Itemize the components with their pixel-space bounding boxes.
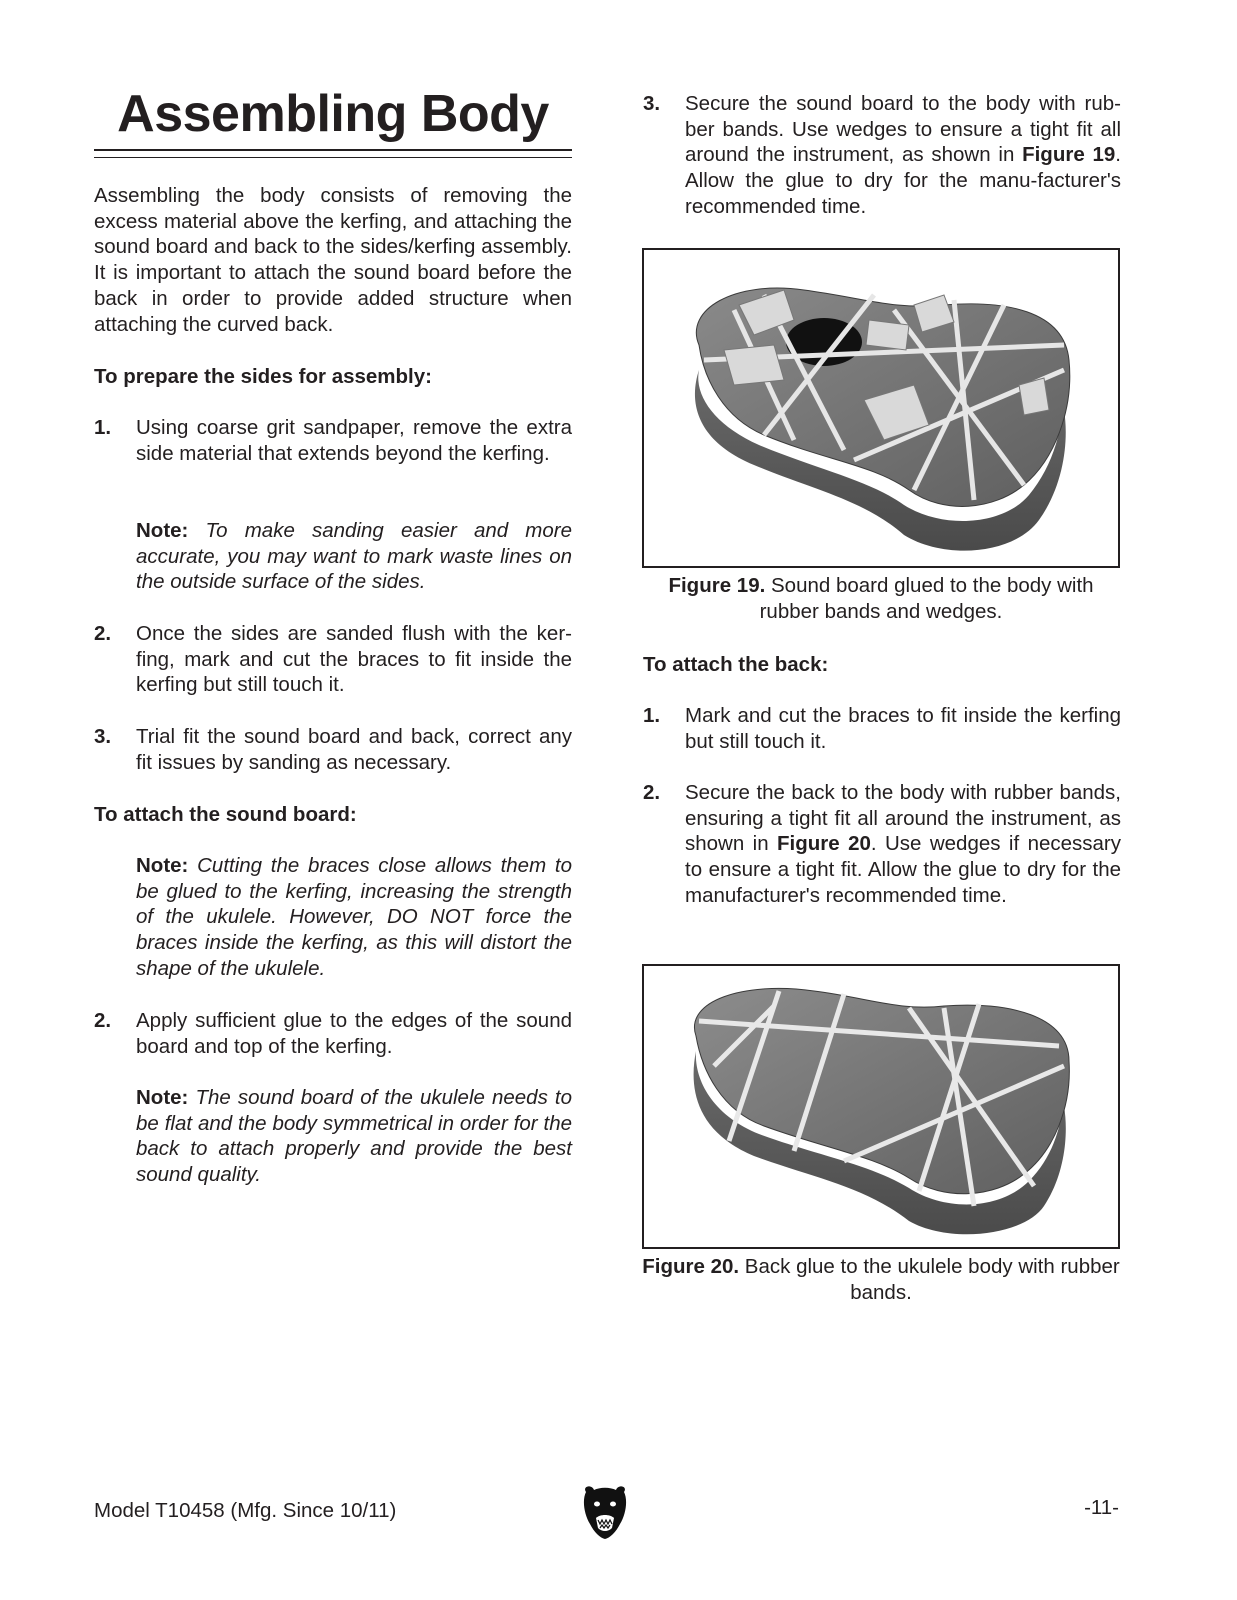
caption-text: Back glue to the ukulele body with rubber bands. [744,1255,1120,1304]
prepare-step-2 [94,621,572,699]
figure-20-caption [642,1254,1120,1305]
soundboard-note-2 [136,1085,572,1188]
back-heading: To attach the back: [643,653,829,676]
note-label: Note: [136,854,189,877]
step-number: 3. [94,725,112,748]
step-number: 2. [94,622,112,645]
step-text-part: Secure the sound board to the body with rub-ber bands. Use wedges to ensure a tight fit all around the instrument, as shown in [685,92,1121,167]
step-text-part: . Allow the glue to dry for the manu-facturer's recommended time. [685,143,1121,218]
soundboard-heading: To attach the sound board: [94,803,357,826]
step-number: 1. [94,416,112,439]
figure-label: Figure 19. [668,574,766,597]
step-text [685,780,1121,909]
step-text: Using coarse grit sandpaper, remove the extra side material that extends beyond the kerfing. [136,416,572,465]
ukulele-back-illustration [644,966,1118,1247]
note-label: Note: [136,1086,189,1109]
note-label: Note: [136,519,189,542]
step-text: Mark and cut the braces to fit inside the kerfing but still touch it. [685,704,1121,753]
note-text: To make sanding easier and more accurate, you may want to mark waste lines on the outside surface of the sides. [136,519,573,594]
note-text: Cutting the braces close allows them to be glued to the kerfing, increasing the strength of the ukulele. However, DO NOT force the braces inside the kerfing, as this will distort the shape of the ukulele. [136,854,572,980]
caption-text: Sound board glued to the body with rubber bands and wedges. [759,574,1094,623]
figure-19-image [642,248,1120,568]
step-number: 2. [94,1009,112,1032]
prepare-note [136,518,572,595]
footer-model: Model T10458 (Mfg. Since 10/11) [94,1499,397,1522]
bear-logo [580,1484,630,1540]
page-number: -11- [1084,1496,1119,1519]
soundboard-note-1 [136,853,572,982]
figure-label: Figure 20. [642,1255,740,1278]
step-text: Apply sufficient glue to the edges of the sound board and top of the kerfing. [136,1009,572,1058]
step-text: Once the sides are sanded flush with the ker-fing, mark and cut the braces to fit inside the kerfing but still touch it. [136,622,572,697]
step-number: 1. [643,704,661,727]
step-number: 2. [643,781,661,804]
step-text-part: Secure the back to the body with rubber bands, ensuring a tight fit all around the instrument, as shown in [685,781,1121,856]
back-step-2 [643,780,1121,936]
soundboard-step-2 [94,1008,572,1060]
step-text: Trial fit the sound board and back, correct any fit issues by sanding as necessary. [136,725,572,774]
step-text-part: . Use wedges if necessary to ensure a tight fit. Allow the glue to dry for the manufacturer's recommended time. [685,832,1122,907]
figure-reference: Figure 20 [777,832,871,856]
prepare-heading: To prepare the sides for assembly: [94,365,432,388]
prepare-step-3 [94,724,572,776]
figure-reference: Figure 19 [1022,143,1116,167]
figure-19-caption [642,573,1120,624]
prepare-step-1 [94,415,572,493]
title-rule-thin [94,157,572,158]
intro-paragraph: Assembling the body consists of removing the excess material above the kerfing, and attaching the sound board and back to the sides/kerfing assembly. It is important to attach the sound board before the back in order to provide added structure when attaching the curved back. [94,184,572,336]
ukulele-soundboard-illustration [644,250,1118,566]
back-step-1 [643,703,1121,755]
page-title: Assembling Body [117,85,549,143]
step-number: 3. [643,92,661,115]
figure-20-image [642,964,1120,1249]
title-rule [94,149,572,151]
step-text [685,91,1121,220]
note-text: The sound board of the ukulele needs to be flat and the body symmetrical in order for the back to attach properly and provide the best sound quality. [136,1086,572,1187]
soundboard-step-3 [643,91,1121,221]
